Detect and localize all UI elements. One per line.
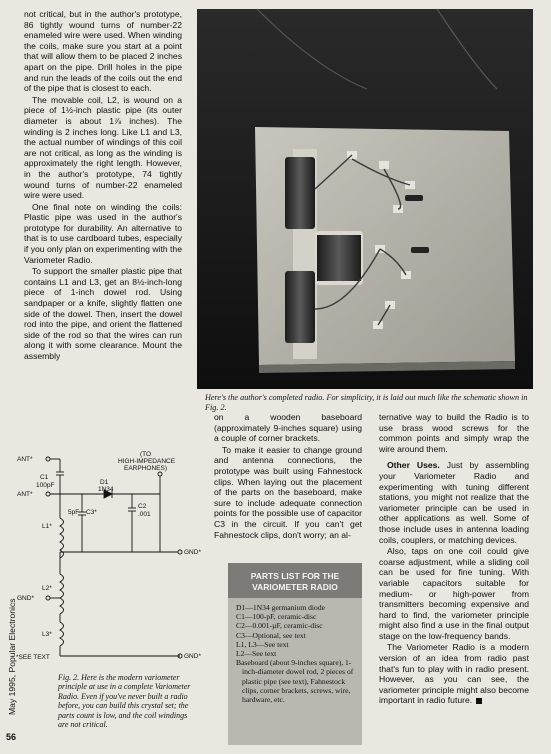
paragraph <box>379 460 529 545</box>
section-heading-other-uses: Other Uses. <box>387 460 440 471</box>
radio-photo-illustration <box>197 9 533 389</box>
paragraph: One final note on winding the coils: Plastic pipe was used in the author's prototype for durability. An alternative to that is to use cardboard tubes, especially if you only plan on experimenting with the Variometer Radio. <box>24 201 182 265</box>
schematic-label-c3: C3* <box>86 509 97 516</box>
schematic-label-ant2: ANT* <box>17 491 33 498</box>
schematic-label-ant1: ANT* <box>17 456 33 463</box>
paragraph-text: Just by assembling your Variometer Radio and experimenting with tuning different stations, you might not realize that the variometer principle can be used in other applications as well. Some of those include uses in antenna loading coils, couplers, or matching devices. <box>379 460 529 545</box>
article-column-1 <box>24 9 182 363</box>
paragraph <box>379 642 529 706</box>
article-column-2 <box>214 412 362 541</box>
paragraph: on a wooden baseboard (approximately 9-inches square) using a couple of corner brackets. <box>214 412 362 444</box>
paragraph: Also, taps on one coil could give coarse adjustment, while a sliding coil can be used for fine tuning. With variable capacitors suitable for medium- or high-power from transmitters becoming expensive and hard to find, the variometer principle might also find a use in the final output stage on the low-frequency bands. <box>379 546 529 641</box>
parts-list-item: Baseboard (about 9-inches square), 1-inch-diameter dowel rod, 2 pieces of plastic pipe (see text), Fahnestock clips, corner brackets, screws, wire, hardware, etc. <box>236 658 354 705</box>
paragraph: not critical, but in the author's prototype, 86 tightly wound turns of number-22 enameled wire were used. When winding the coils, make sure you start at a point that will allow them to be placed 2 inches apart on the pipe. Drill holes in the pipe and run the leads of the coils out the end of the pipe that is closest to each. <box>24 9 182 94</box>
schematic-diagram <box>12 450 201 668</box>
schematic-label-c2-value: .001 <box>138 511 151 518</box>
schematic-label-gnd1: GND* <box>184 549 201 556</box>
schematic-label-gnd3: GND* <box>184 653 201 660</box>
schematic-label-c2: C2 <box>138 503 147 510</box>
paragraph: The movable coil, L2, is wound on a piece of 1½-inch plastic pipe (its outer diameter is about 1⅞ inches). The winding is 2 inches long. Like L1 and L3, the actual number of windings of this coil are not critical, as long as the winding is approximately the right length. However, in the author's prototype, 74 tightly wound turns of number-22 enameled wire were used. <box>24 94 182 201</box>
parts-list-item: D1—1N34 germanium diode <box>236 603 326 612</box>
schematic-label-l3: L3* <box>42 631 52 638</box>
schematic-label-l2: L2* <box>42 585 52 592</box>
parts-list-box <box>228 563 362 745</box>
parts-list-item: L2—See text <box>236 649 277 659</box>
page-number: 56 <box>6 732 17 742</box>
parts-list-items <box>228 598 362 704</box>
schematic-label-c3-value: 5pF <box>68 509 80 516</box>
paragraph-text: The Variometer Radio is a modern version of an idea from radio past that's fun to play with in radio present. However, as you can see, the variometer principle might also become important in radio future. <box>379 642 529 706</box>
schematic-label-see-text: *SEE TEXT <box>16 654 50 661</box>
figure-caption: Fig. 2. Here is the modern variometer principle at use in a complete Variometer Radio. Even if you've never built a radio before, you can build this crystal set; the parts count is low, and the coil windings are not critical. <box>58 673 191 730</box>
schematic-label-l1: L1* <box>42 523 52 530</box>
schematic-label-earphones-2: EARPHONES) <box>124 465 167 472</box>
paragraph: ternative way to build the Radio is to use brass wood screws for the common points and simply wrap the wire around them. <box>379 412 529 454</box>
schematic-label-d1-value: 1N34 <box>98 486 114 493</box>
schematic-label-earphones-1: HIGH-IMPEDANCE <box>118 458 176 465</box>
completed-radio-photo <box>197 9 533 389</box>
parts-list-title: PARTS LIST FOR THE VARIOMETER RADIO <box>228 563 362 598</box>
paragraph: To support the smaller plastic pipe that contains L1 and L3, get an 8½-inch-long piece of 1-inch dowel rod. Using sandpaper or a knife, slightly flatten one side of the dowel. Then, insert the dowel rod into the pipe, and orient the flattened side of the rod so that the wires can run along it with some clearance. Mount the assembly <box>24 266 182 361</box>
photo-caption: Here's the author's completed radio. For simplicity, it is laid out much like the schematic shown in Fig. 2. <box>205 393 528 412</box>
schematic-label-gnd2: GND* <box>17 595 34 602</box>
parts-list-item: C2—0.001-µF, ceramic-disc <box>236 621 323 631</box>
issue-footer: May 1995, Popular Electronics <box>7 598 17 715</box>
end-of-article-icon <box>476 698 482 704</box>
schematic-label-to: (TO <box>140 451 152 458</box>
parts-list-item: C1—100-pF, ceramic-disc <box>236 612 317 622</box>
parts-list-item: C3—Optional, see text <box>236 630 306 640</box>
schematic-label-d1: D1 <box>100 479 109 486</box>
parts-list-item: L1, L3—See text <box>236 639 289 649</box>
schematic-label-c1: C1 <box>40 474 49 481</box>
paragraph: To make it easier to change ground and antenna connections, the prototype was built using Fahnestock clips. When laying out the placement of the parts on the baseboard, make sure to include adequate connection points for the possible use of capacitor C3 in the circuit. If you can't get Fahnestock clips, don't worry; an al- <box>214 444 362 540</box>
schematic-label-c1-value: 100pF <box>36 482 55 489</box>
article-column-3 <box>379 412 529 707</box>
